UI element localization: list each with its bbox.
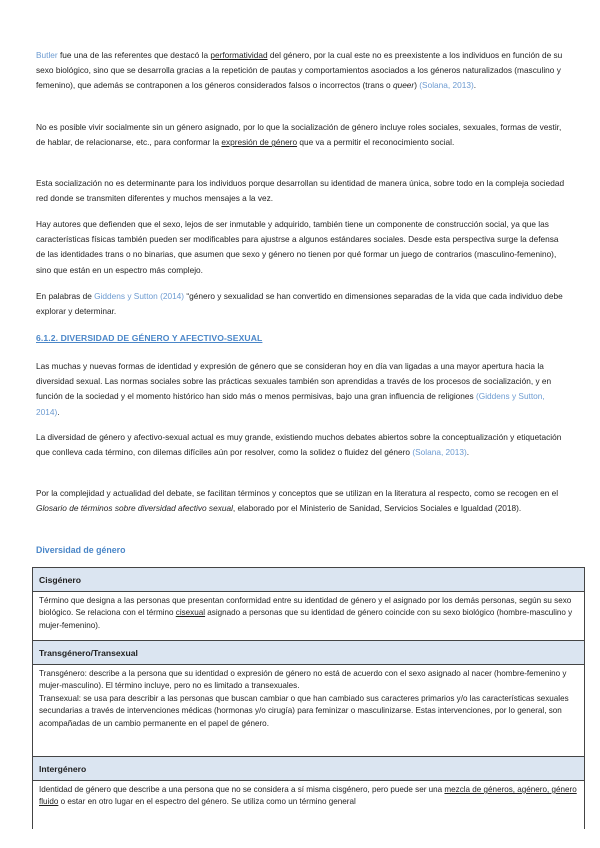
paragraph-butler: Butler fue una de las referentes que destacó la performatividad del género, por la cual este no es preexistente a los individuos en función de su sexo biológico, sino que se desarrolla gracias a la repetición de pautas y comportamientos asociados a los géneros naturalizados (masculino y femenino), que además se contraponen a los géneros considerados falsos o incorrectos (trans o queer) (Solana, 2013). — [36, 50, 563, 91]
term-definition-transgenero: Transgénero: describe a la persona que su identidad o expresión de género no está de acuerdo con el sexo asignado al nacer (hombre-femenino y mujer-masculino). El término incluye, pero no es limitado a transexuales. Transexual: se usa para describir a las personas que buscan cambiar o que han cambiado sus caracteres primarios y/o las características sexuales secundarias a través de intervenciones médicas (hormonas y/o cirugía) para feminizar o masculinizarse. Estas intervenciones, por lo general, son acompañadas de un cambio permanente en el papel de género. — [33, 665, 584, 757]
citation-giddens-sutton-2014[interactable]: Giddens y Sutton (2014) — [94, 291, 185, 301]
term-heading-intergenero: Intergénero — [33, 757, 584, 781]
gender-terms-table — [32, 567, 585, 829]
citation-solana-2013[interactable]: (Solana, 2013) — [419, 80, 474, 91]
term-performatividad: performatividad — [210, 50, 268, 60]
table-heading: Diversidad de género — [36, 545, 126, 555]
paragraph-diversidad-sexual: Las muchas y nuevas formas de identidad y expresión de género que se consideran hoy en día van ligadas a una mayor apertura hacia la diversidad sexual. Las normas sociales sobre las prácticas sexuales también son aprendidas a través de los procesos de socialización, y en función de la sociedad y el momento histórico han sido más o menos permisivas, bajo una gran influencia de religiones (Giddens y Sutton, 2014). — [36, 361, 552, 417]
term-definition-cisgenero: Término que designa a las personas que presentan conformidad entre su identidad de género y el asignado por los demás personas, según su sexo biológico. Se relaciona con el término cisexual asignado a personas que su identidad de género coincide con su sexo biológico (hombre-masculino y mujer-femenino). — [33, 592, 584, 641]
paragraph-socializacion: No es posible vivir socialmente sin un género asignado, por lo que la socialización de género incluye roles sociales, sexuales, formas de vestir, de hablar, de relacionarse, etc., para conformar la expresión de género que va a permitir el reconocimiento social. — [36, 122, 562, 148]
paragraph-glosario: Por la complejidad y actualidad del debate, se facilitan términos y conceptos que se utilizan en la literatura al respecto, como se recogen en el Glosario de términos sobre diversidad afectivo sexual, elaborado por el Ministerio de Sanidad, Servicios Sociales e Igualdad (2018). — [36, 488, 559, 514]
term-heading-transgenero: Transgénero/Transexual — [33, 641, 584, 665]
term-mezcla-de-generos: mezcla de géneros, agénero, género fluido — [39, 785, 577, 807]
term-definition-intergenero: Identidad de género que describe a una persona que no se considera a sí misma cisgénero, pero puede ser una mezcla de géneros, agénero, género fluido o estar en otro lugar en el espectro del género. Se utiliza como un término general — [39, 785, 577, 807]
glossary-title: Glosario de términos sobre diversidad afectivo sexual — [36, 503, 233, 514]
citation-solana-2013[interactable]: (Solana, 2013) — [412, 447, 467, 458]
citation-giddens-sutton-2014[interactable]: (Giddens y Sutton, 2014) — [36, 391, 545, 417]
term-heading-cisgenero: Cisgénero — [33, 568, 584, 592]
paragraph-giddens-quote: En palabras de Giddens y Sutton (2014) “género y sexualidad se han convertido en dimensiones separadas de la vida que cada individuo debe explorar y determinar. — [36, 291, 563, 317]
term-cisexual: cisexual — [175, 608, 206, 618]
paragraph-construccion-social: Hay autores que defienden que el sexo, lejos de ser inmutable y adquirido, también tiene un componente de construcción social, ya que las características físicas también pueden ser modificables para ajustrse a algunos estándares sociales. Desde esta perspectiva surge la defensa de las identidades trans o no binarias, que asumen que sexo y género no tienen por qué formar un juego de contrarios (masculino-femenino), sino que están en un espectro más complejo. — [36, 219, 559, 275]
paragraph-debates: La diversidad de género y afectivo-sexual actual es muy grande, existiendo muchos debates abiertos sobre la conceptualización y etiquetación que conlleva cada término, con dilemas difíciles aún por resolver, como la solidez o fluidez del género (Solana, 2013). — [36, 432, 562, 458]
paragraph-sociedad-red: Esta socialización no es determinante para los individuos porque desarrollan su identidad de manera única, sobre todo en la compleja sociedad red donde se transmiten diferentes y muchos mensajes a la vez. — [36, 178, 565, 204]
section-heading: 6.1.2. DIVERSIDAD DE GÉNERO Y AFECTIVO-SEXUAL — [36, 333, 263, 343]
citation-butler[interactable]: Butler — [36, 50, 58, 60]
term-expresion-de-genero: expresión de género — [221, 137, 298, 148]
